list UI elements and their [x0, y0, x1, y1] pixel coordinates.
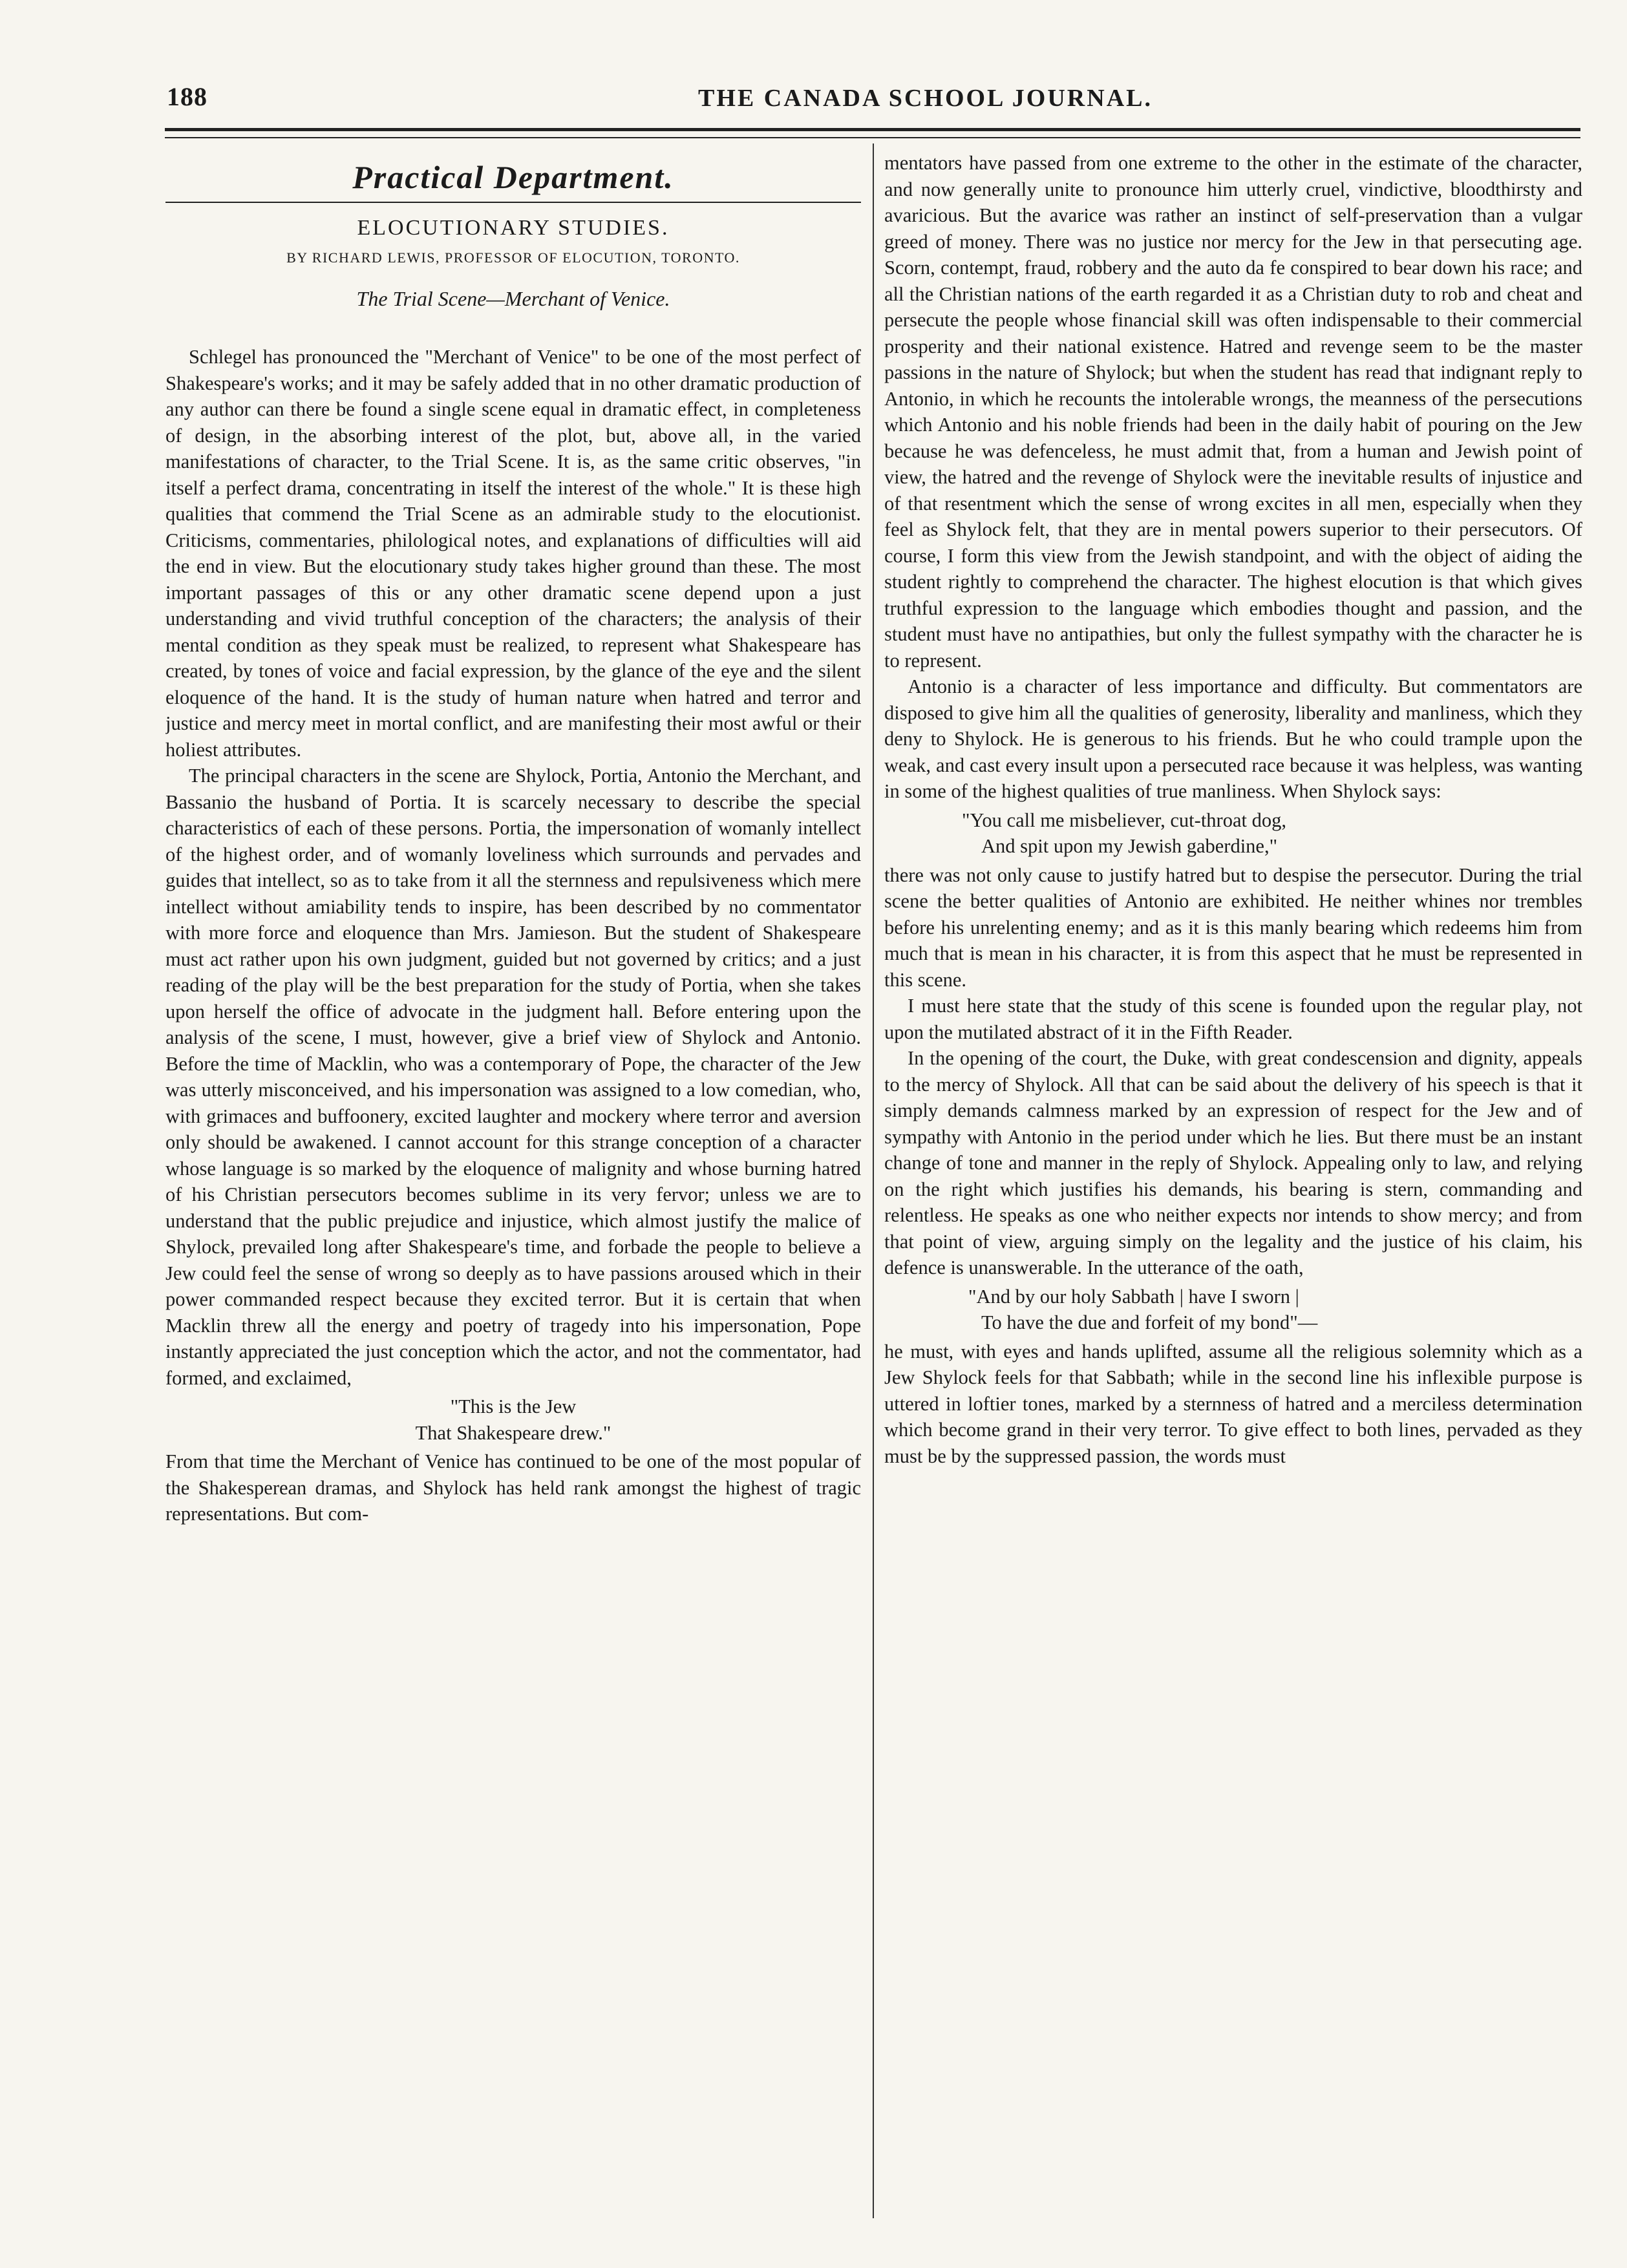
- paragraph: From that time the Merchant of Venice has continued to be one of the most popular of the Shakesperean dramas, and Shylock has held rank amongst the highest of tragic representations. But com-: [165, 1450, 861, 1525]
- header-rule-thin: [165, 137, 1580, 138]
- paragraph: mentators have passed from one extreme to the other in the estimate of the character, and now generally unite to pronounce him utterly cruel, vindictive, bloodthirsty and avaricious. But the avarice was rather an instinct of self-preservation than a vulgar greed of money. There was no justice nor mercy for the Jew in that persecuting age. Scorn, contempt, fraud, robbery and the auto da fe conspired to bear down his race; and all the Christian nations of the earth regarded it as a Christian duty to rob and cheat and persecute the people whose financial skill was often indispensable to their commercial prosperity and their national existence. Hatred and revenge seem to be the master passions in the nature of Shylock; but when the student has read that indignant reply to Antonio, in which he recounts the intolerable wrongs, the meanness of the persecutions which Antonio and his noble friends had been in the daily habit of pouring on the Jew because he was defenceless, he must admit that, from a human and Jewish point of view, the hatred and the revenge of Shylock were the inevitable results of injustice and of that resentment which the sense of wrong excites in all men, especially when they feel as Shylock felt, that they are in mental powers superior to their persecutors. Of course, I form this view from the Jewish standpoint, and with the object of aiding the student rightly to comprehend the character. The highest elocution is that which gives truthful expression to the language which embodies thought and passion, and the student must have no antipathies, but only the fullest sympathy with the character he is to represent.: [884, 152, 1582, 672]
- journal-title: THE CANADA SCHOOL JOURNAL.: [698, 85, 1153, 112]
- paragraph: Antonio is a character of less importance and difficulty. But commentators are disposed to give him all the qualities of generosity, liberality and manliness, which they deny to Shylock. He is generous to his friends. But he who could trample upon the weak, and cast every insult upon a persecuted race because it was helpless, was wanting in some of the highest qualities of true manliness. When Shylock says:: [884, 675, 1582, 802]
- paragraph: I must here state that the study of this scene is founded upon the regular play, not upon the mutilated abstract of it in the Fifth Reader.: [884, 995, 1582, 1043]
- verse-line: "And by our holy Sabbath | have I sworn |: [968, 1285, 1299, 1308]
- left-column: [165, 143, 861, 2218]
- article-subhead: The Trial Scene—Merchant of Venice.: [356, 287, 670, 310]
- page-number: 188: [167, 82, 207, 111]
- paragraph: In the opening of the court, the Duke, with great condescension and dignity, appeals to the mercy of Shylock. All that can be said about the delivery of his speech is that it simply demands calmness marked by an expression of respect for the Jew and of sympathy with Antonio in the period under which he lies. But there must be an instant change of tone and manner in the reply of Shylock. Appealing only to law, and relying on the right which justifies his demands, his bearing is stern, commanding and relentless. He speaks as one who neither expects nor intends to show mercy; and from that point of view, arguing simply on the legality and the justice of his claim, his defence is unanswerable. In the utterance of the oath,: [884, 1047, 1582, 1278]
- verse-quote: [884, 807, 1582, 860]
- verse-line: "This is the Jew: [450, 1395, 577, 1417]
- department-title: Practical Department.: [352, 159, 674, 195]
- right-column: [884, 150, 1582, 2225]
- header-rule-thick: [165, 128, 1580, 131]
- verse-line: To have the due and forfeit of my bond"—: [981, 1311, 1318, 1333]
- verse-quote: [165, 1394, 861, 1446]
- article-byline: BY RICHARD LEWIS, PROFESSOR OF ELOCUTION, TORONTO.: [286, 249, 740, 266]
- article-title: ELOCUTIONARY STUDIES.: [357, 216, 670, 240]
- verse-line: And spit upon my Jewish gaberdine,": [981, 835, 1278, 857]
- verse-line: That Shakespeare drew.": [415, 1421, 611, 1444]
- verse-quote: [884, 1284, 1582, 1336]
- paragraph: there was not only cause to justify hatred but to despise the persecutor. During the trial scene the better qualities of Antonio are exhibited. He neither whines nor trembles before his unrelenting enemy; and as it is this manly bearing which redeems him from much that is mean in his character, it is from this aspect that he must be represented in this scene.: [884, 864, 1582, 991]
- paragraph: Schlegel has pronounced the "Merchant of Venice" to be one of the most perfect of Shakespeare's works; and it may be safely added that in no other dramatic production of any author can there be found a single scene equal in dramatic effect, in completeness of design, in the absorbing interest of the plot, but, above all, in the varied manifestations of character, to the Trial Scene. It is, as the same critic observes, "in itself a perfect drama, concentrating in itself the interest of the whole." It is these high qualities that commend the Trial Scene as an admirable study to the elocutionist. Criticisms, commentaries, philological notes, and explanations of difficulties will aid the end in view. But the elocutionary study takes higher ground than these. The most important passages of this or any other dramatic scene depend upon a just understanding and vivid truthful conception of the characters; the analysis of their mental condition as they speak must be realized, to represent what Shakespeare has created, by tones of voice and facial expression, by the glance of the eye and the silent eloquence of the hand. It is the study of human nature when hatred and terror and justice and mercy meet in mortal conflict, and are manifesting their most awful or their holiest attributes.: [165, 346, 861, 761]
- paragraph: The principal characters in the scene are Shylock, Portia, Antonio the Merchant, and Bassanio the husband of Portia. It is scarcely necessary to describe the special characteristics of each of these persons. Portia, the impersonation of womanly intellect of the highest order, and of womanly loveliness which surrounds and pervades and guides that intellect, so as to take from it all the sternness and repulsiveness which mere intellect without amiability tends to inspire, has been described by no commentator with more force and eloquence than Mrs. Jamieson. But the student of Shakespeare must act rather upon his own judgment, guided but not governed by critics; and a just reading of the play will be the best preparation for the study of Portia, when she takes upon herself the office of advocate in the judgment hall. Before entering upon the analysis of the scene, I must, however, give a brief view of Shylock and Antonio. Before the time of Macklin, who was a contemporary of Pope, the character of the Jew was utterly misconceived, and his impersonation was assigned to a low comedian, who, with grimaces and buffoonery, excited laughter and mockery where terror and aversion only should be awakened. I cannot account for this strange conception of a character whose language is so marked by the eloquence of malignity and whose burning hatred of his Christian persecutors becomes sublime in its very fervor; unless we are to understand that the public prejudice and injustice, which almost justify the malice of Shylock, prevailed long after Shakespeare's time, and forbade the people to believe a Jew could feel the sense of wrong so deeply as to have passions aroused which in their power commanded respect because they excited terror. But it is certain that when Macklin threw all the energy and poetry of tragedy into his impersonation, Pope instantly appreciated the just conception which the actor, and not the commentator, had formed, and exclaimed,: [165, 765, 861, 1389]
- column-divider: [873, 143, 874, 2218]
- verse-line: "You call me misbeliever, cut-throat dog,: [962, 809, 1286, 831]
- paragraph: he must, with eyes and hands uplifted, assume all the religious solemnity which as a Jew Shylock feels for that Sabbath; while in the second line his inflexible purpose is uttered in loftier tones, marked by a sternness of hatred and a merciless determination which become grand in their very terror. To give effect to both lines, pervaded as they must be by the suppressed passion, the words must: [884, 1340, 1582, 1467]
- department-rule: [165, 202, 861, 203]
